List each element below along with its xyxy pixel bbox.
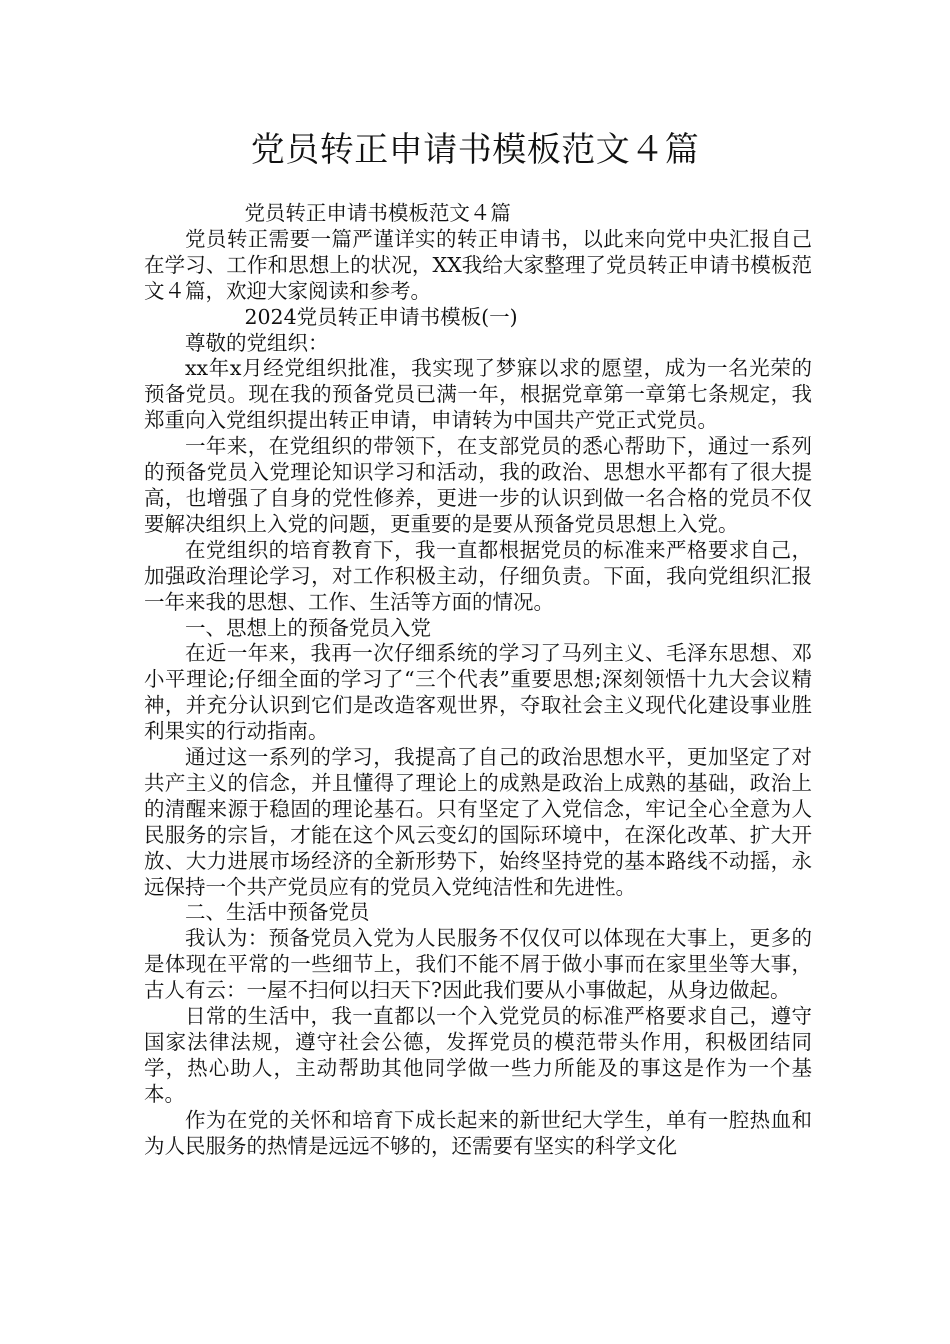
body-paragraph: xx年x月经党组织批准，我实现了梦寐以求的愿望，成为一名光荣的预备党员。现在我的预备党员已满一年，根据党章第一章第七条规定，我郑重向入党组织提出转正申请，申请转为中国共产党正式党员。 bbox=[144, 356, 812, 433]
section-heading-1: 一、思想上的预备党员入党 bbox=[185, 615, 431, 640]
body-paragraph: 日常的生活中，我一直都以一个入党党员的标准严格要求自己，遵守国家法律法规，遵守社会公德，发挥党员的模范带头作用，积极团结同学，热心助人，主动帮助其他同学做一些力所能及的事这是作为一个基本。 bbox=[144, 1004, 812, 1106]
body-paragraph: 我认为：预备党员入党为人民服务不仅仅可以体现在大事上，更多的是体现在平常的一些细节上，我们不能不屑于做小事而在家里坐等大事，古人有云：一屋不扫何以扫天下?因此我们要从小事做起，从身边做起。 bbox=[144, 926, 812, 1003]
section-heading-2: 二、生活中预备党员 bbox=[185, 900, 370, 925]
intro-paragraph: 党员转正需要一篇严谨详实的转正申请书，以此来向党中央汇报自己在学习、工作和思想上的状况，XX我给大家整理了党员转正申请书模板范文４篇，欢迎大家阅读和参考。 bbox=[144, 226, 812, 303]
body-paragraph: 作为在党的关怀和培育下成长起来的新世纪大学生，单有一腔热血和为人民服务的热情是远远不够的，还需要有坚实的科学文化 bbox=[144, 1107, 812, 1158]
body-paragraph: 在党组织的培育教育下，我一直都根据党员的标准来严格要求自己，加强政治理论学习，对工作积极主动，仔细负责。下面，我向党组织汇报一年来我的思想、工作、生活等方面的情况。 bbox=[144, 537, 812, 614]
document-title: 党员转正申请书模板范文４篇 bbox=[250, 130, 700, 170]
body-paragraph: 通过这一系列的学习，我提高了自己的政治思想水平，更加坚定了对共产主义的信念，并且懂得了理论上的成熟是政治上成熟的基础，政治上的清醒来源于稳固的理论基石。只有坚定了入党信念，牢记全心全意为人民服务的宗旨，才能在这个风云变幻的国际环境中，在深化改革、扩大开放、大力进展市场经济的全新形势下，始终坚持党的基本路线不动摇，永远保持一个共产党员应有的党员入党纯洁性和先进性。 bbox=[144, 745, 812, 899]
document-subtitle: 党员转正申请书模板范文４篇 bbox=[244, 201, 511, 225]
section-title: 2024党员转正申请书模板(一) bbox=[244, 304, 518, 329]
body-paragraph: 在近一年来，我再一次仔细系统的学习了马列主义、毛泽东思想、邓小平理论;仔细全面的学习了“三个代表”重要思想;深刻领悟十九大会议精神，并充分认识到它们是改造客观世界，夺取社会主义现代化建设事业胜利果实的行动指南。 bbox=[144, 641, 812, 744]
body-paragraph: 一年来，在党组织的带领下，在支部党员的悉心帮助下，通过一系列的预备党员入党理论知识学习和活动，我的政治、思想水平都有了很大提高，也增强了自身的党性修养，更进一步的认识到做一名合格的党员不仅要解决组织上入党的问题，更重要的是要从预备党员思想上入党。 bbox=[144, 434, 812, 536]
salutation: 尊敬的党组织： bbox=[185, 330, 329, 355]
document-body bbox=[144, 201, 812, 1160]
